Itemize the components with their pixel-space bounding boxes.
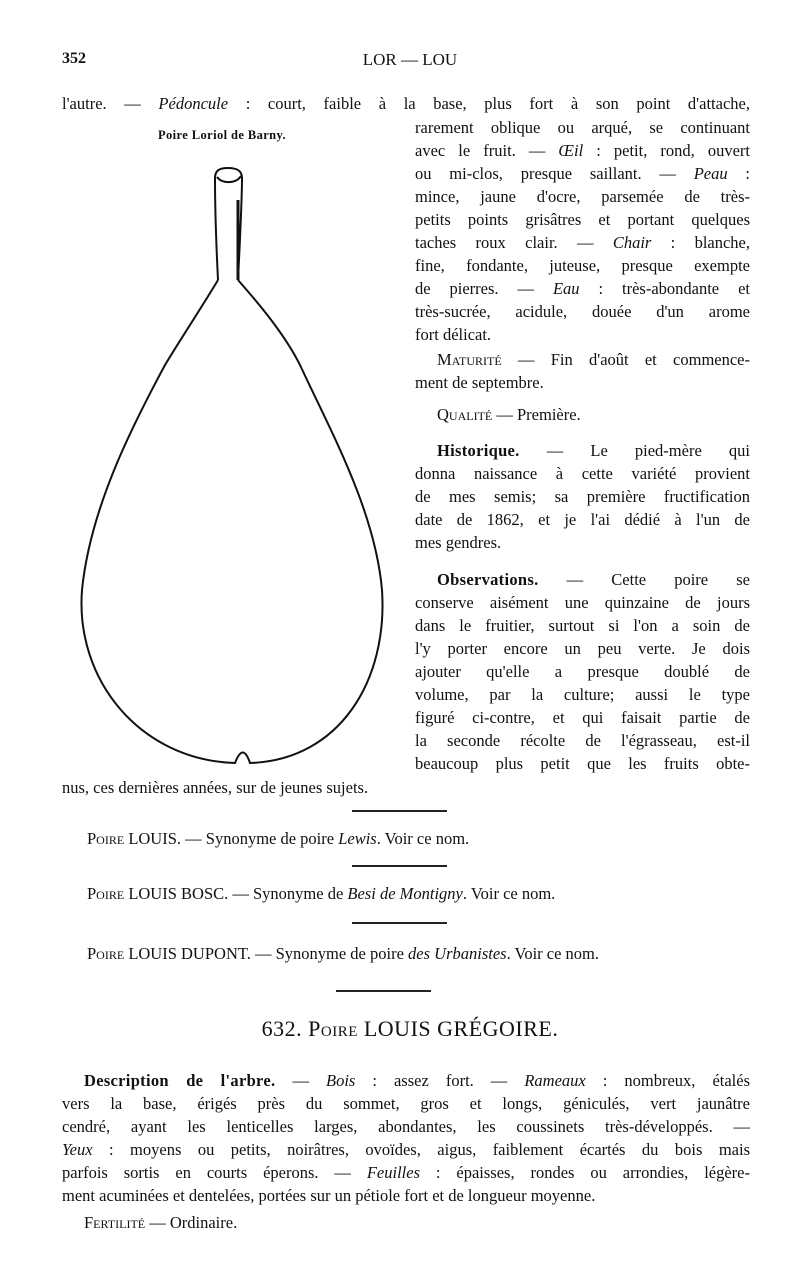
text-segment: avec le fruit. — <box>415 141 559 160</box>
text-line <box>415 485 750 508</box>
text-segment: LOUIS BOSC. — Synonyme de <box>124 884 348 903</box>
text-segment: Maturité <box>437 350 502 369</box>
text-line <box>87 882 555 905</box>
text-segment: fine, fondante, juteuse, presque exempte <box>415 256 750 275</box>
text-line <box>415 208 750 231</box>
text-segment: Observations. <box>437 570 539 589</box>
text-line <box>415 162 750 185</box>
text-line <box>415 660 750 683</box>
paragraph-description-arbre <box>62 1069 750 1207</box>
paragraph-pedoncule <box>62 92 750 115</box>
text-segment: : petit, rond, ouvert <box>583 141 750 160</box>
text-line <box>415 231 750 254</box>
synonym-entry <box>87 827 469 850</box>
separator-rule <box>352 865 447 867</box>
text-segment: Peau <box>693 164 728 183</box>
text-line <box>62 1069 750 1092</box>
text-segment: Lewis <box>338 829 377 848</box>
text-line <box>415 116 750 139</box>
figure-caption: Poire Loriol de Barny. <box>158 128 287 142</box>
text-segment: de mes semis; sa première fructification <box>415 487 750 506</box>
text-segment: Feuilles <box>366 1163 420 1182</box>
text-line <box>415 706 750 729</box>
text-line <box>87 942 599 965</box>
text-segment: la seconde récolte de l'égrasseau, est-il <box>415 731 750 750</box>
text-line <box>62 1092 750 1115</box>
text-line <box>415 729 750 752</box>
text-segment: . Voir ce nom. <box>462 884 556 903</box>
text-segment: Poire <box>87 944 125 963</box>
text-line <box>415 462 750 485</box>
text-segment: Description de l'arbre. <box>84 1071 276 1090</box>
text-segment: cendré, ayant les lenticelles larges, abondantes, les coussinets très-développés. — <box>62 1117 750 1136</box>
text-line <box>415 614 750 637</box>
text-segment: ajouter qu'elle a presque doublé de <box>415 662 750 681</box>
text-line <box>62 776 750 799</box>
paragraph-historique <box>415 439 750 554</box>
text-line <box>415 752 750 775</box>
text-segment: LOUIS. — Synonyme de poire <box>124 829 339 848</box>
paragraph-observations-end <box>62 776 750 799</box>
pear-outline <box>81 280 382 763</box>
text-line <box>415 568 750 591</box>
text-segment: : court, faible à la base, plus fort à son point d'attache, <box>228 94 750 113</box>
text-line <box>415 348 750 371</box>
text-segment: LOUIS DUPONT. — Synonyme de poire <box>124 944 409 963</box>
text-segment: mince, jaune d'ocre, parsemée de très- <box>415 187 750 206</box>
separator-rule <box>352 810 447 812</box>
text-line <box>87 827 469 850</box>
synonym-entry <box>87 942 599 965</box>
separator-rule <box>336 990 431 992</box>
text-segment: Qualité <box>437 405 493 424</box>
text-line <box>415 300 750 323</box>
paragraph-observations <box>415 568 750 775</box>
text-segment: Œil <box>558 141 584 160</box>
text-line <box>415 439 750 462</box>
paragraph-maturite <box>415 348 750 394</box>
text-segment: : assez fort. — <box>355 1071 525 1090</box>
text-segment: ment acuminées et dentelées, portées sur un pétiole fort et de longueur moyenne. <box>62 1186 596 1205</box>
text-segment: Eau <box>552 279 580 298</box>
pear-illustration <box>70 160 400 780</box>
text-line <box>415 683 750 706</box>
text-segment: — Première. <box>492 405 581 424</box>
text-segment: vers la base, érigés près du sommet, gros et longs, géniculés, vert jaunâtre <box>62 1094 750 1113</box>
entry-heading <box>0 1016 800 1042</box>
text-line <box>415 508 750 531</box>
text-segment: dans le fruitier, surtout si l'on a soin de <box>415 616 750 635</box>
text-line <box>415 254 750 277</box>
text-line <box>62 92 750 115</box>
text-segment: Yeux <box>62 1140 93 1159</box>
text-segment: figuré ci-contre, et qui faisait partie de <box>415 708 750 727</box>
pear-stem-top <box>217 176 241 182</box>
text-segment: l'autre. — <box>62 94 159 113</box>
text-line <box>415 531 750 554</box>
text-segment: très-sucrée, acidule, douée d'un arome <box>415 302 750 321</box>
text-segment: — Le pied-mère qui <box>519 441 750 460</box>
text-segment: Chair <box>612 233 652 252</box>
text-segment: mes gendres. <box>415 533 502 552</box>
text-segment: beaucoup plus petit que les fruits obte- <box>415 754 750 773</box>
paragraph-fertilite <box>62 1211 750 1234</box>
text-segment: — Fin d'août et commence- <box>501 350 750 369</box>
text-segment: donna naissance à cette variété provient <box>415 464 750 483</box>
text-segment: rarement oblique ou arqué, se continuant <box>415 118 750 137</box>
text-segment: de pierres. — <box>415 279 553 298</box>
text-line <box>415 637 750 660</box>
text-line <box>415 371 750 394</box>
entry-number: 632. <box>261 1016 303 1041</box>
text-segment: : épaisses, rondes ou arrondies, légère- <box>420 1163 750 1182</box>
text-segment: Poire <box>87 884 125 903</box>
text-segment: petits points grisâtres et portant quelques <box>415 210 750 229</box>
text-segment: — <box>275 1071 326 1090</box>
text-segment: : blanche, <box>651 233 750 252</box>
paragraph-qualite <box>415 403 750 426</box>
text-line <box>62 1184 750 1207</box>
text-segment: taches roux clair. — <box>415 233 613 252</box>
text-segment: date de 1862, et je l'ai dédié à l'un de <box>415 510 750 529</box>
text-segment: nus, ces dernières années, sur de jeunes sujets. <box>62 778 369 797</box>
text-segment: des Urbanistes <box>408 944 507 963</box>
text-line <box>415 185 750 208</box>
text-segment: — Ordinaire. <box>145 1213 238 1232</box>
text-line <box>62 1138 750 1161</box>
text-segment: Fertilité <box>84 1213 146 1232</box>
text-segment: : très-abondante et <box>579 279 750 298</box>
entry-prefix: Poire <box>308 1016 358 1041</box>
text-segment: Poire <box>87 829 125 848</box>
text-segment: : nombreux, étalés <box>585 1071 751 1090</box>
text-segment: . Voir ce nom. <box>376 829 470 848</box>
paragraph-description-fruit <box>415 116 750 346</box>
text-line <box>415 591 750 614</box>
separator-rule <box>352 922 447 924</box>
text-segment: Besi de Montigny <box>347 884 463 903</box>
text-line <box>415 323 750 346</box>
text-segment: — Cette poire se <box>538 570 750 589</box>
text-segment: : <box>727 164 750 183</box>
text-segment: . Voir ce nom. <box>506 944 600 963</box>
text-line <box>62 1161 750 1184</box>
text-segment: l'y porter encore un peu verte. Je dois <box>415 639 750 658</box>
text-segment: parfois sortis en courts éperons. — <box>62 1163 367 1182</box>
text-line <box>62 1115 750 1138</box>
text-line <box>415 139 750 162</box>
synonym-entry <box>87 882 555 905</box>
text-segment: ment de septembre. <box>415 373 544 392</box>
text-line <box>62 1211 750 1234</box>
text-segment: volume, par la culture; aussi le type <box>415 685 750 704</box>
text-segment: : moyens ou petits, noirâtres, ovoïdes, aigus, faiblement écartés du bois mais <box>92 1140 750 1159</box>
text-segment: conserve aisément une quinzaine de jours <box>415 593 750 612</box>
text-segment: Pédoncule <box>158 94 229 113</box>
text-segment: ou mi-clos, presque saillant. — <box>415 164 694 183</box>
text-segment: Bois <box>326 1071 356 1090</box>
text-segment: Rameaux <box>524 1071 586 1090</box>
text-segment: Historique. <box>437 441 520 460</box>
text-line <box>415 403 750 426</box>
page-number: 352 <box>62 50 86 67</box>
running-head: LOR — LOU <box>362 50 458 69</box>
text-line <box>415 277 750 300</box>
text-segment: fort délicat. <box>415 325 492 344</box>
entry-name: LOUIS GRÉGOIRE. <box>363 1016 559 1041</box>
